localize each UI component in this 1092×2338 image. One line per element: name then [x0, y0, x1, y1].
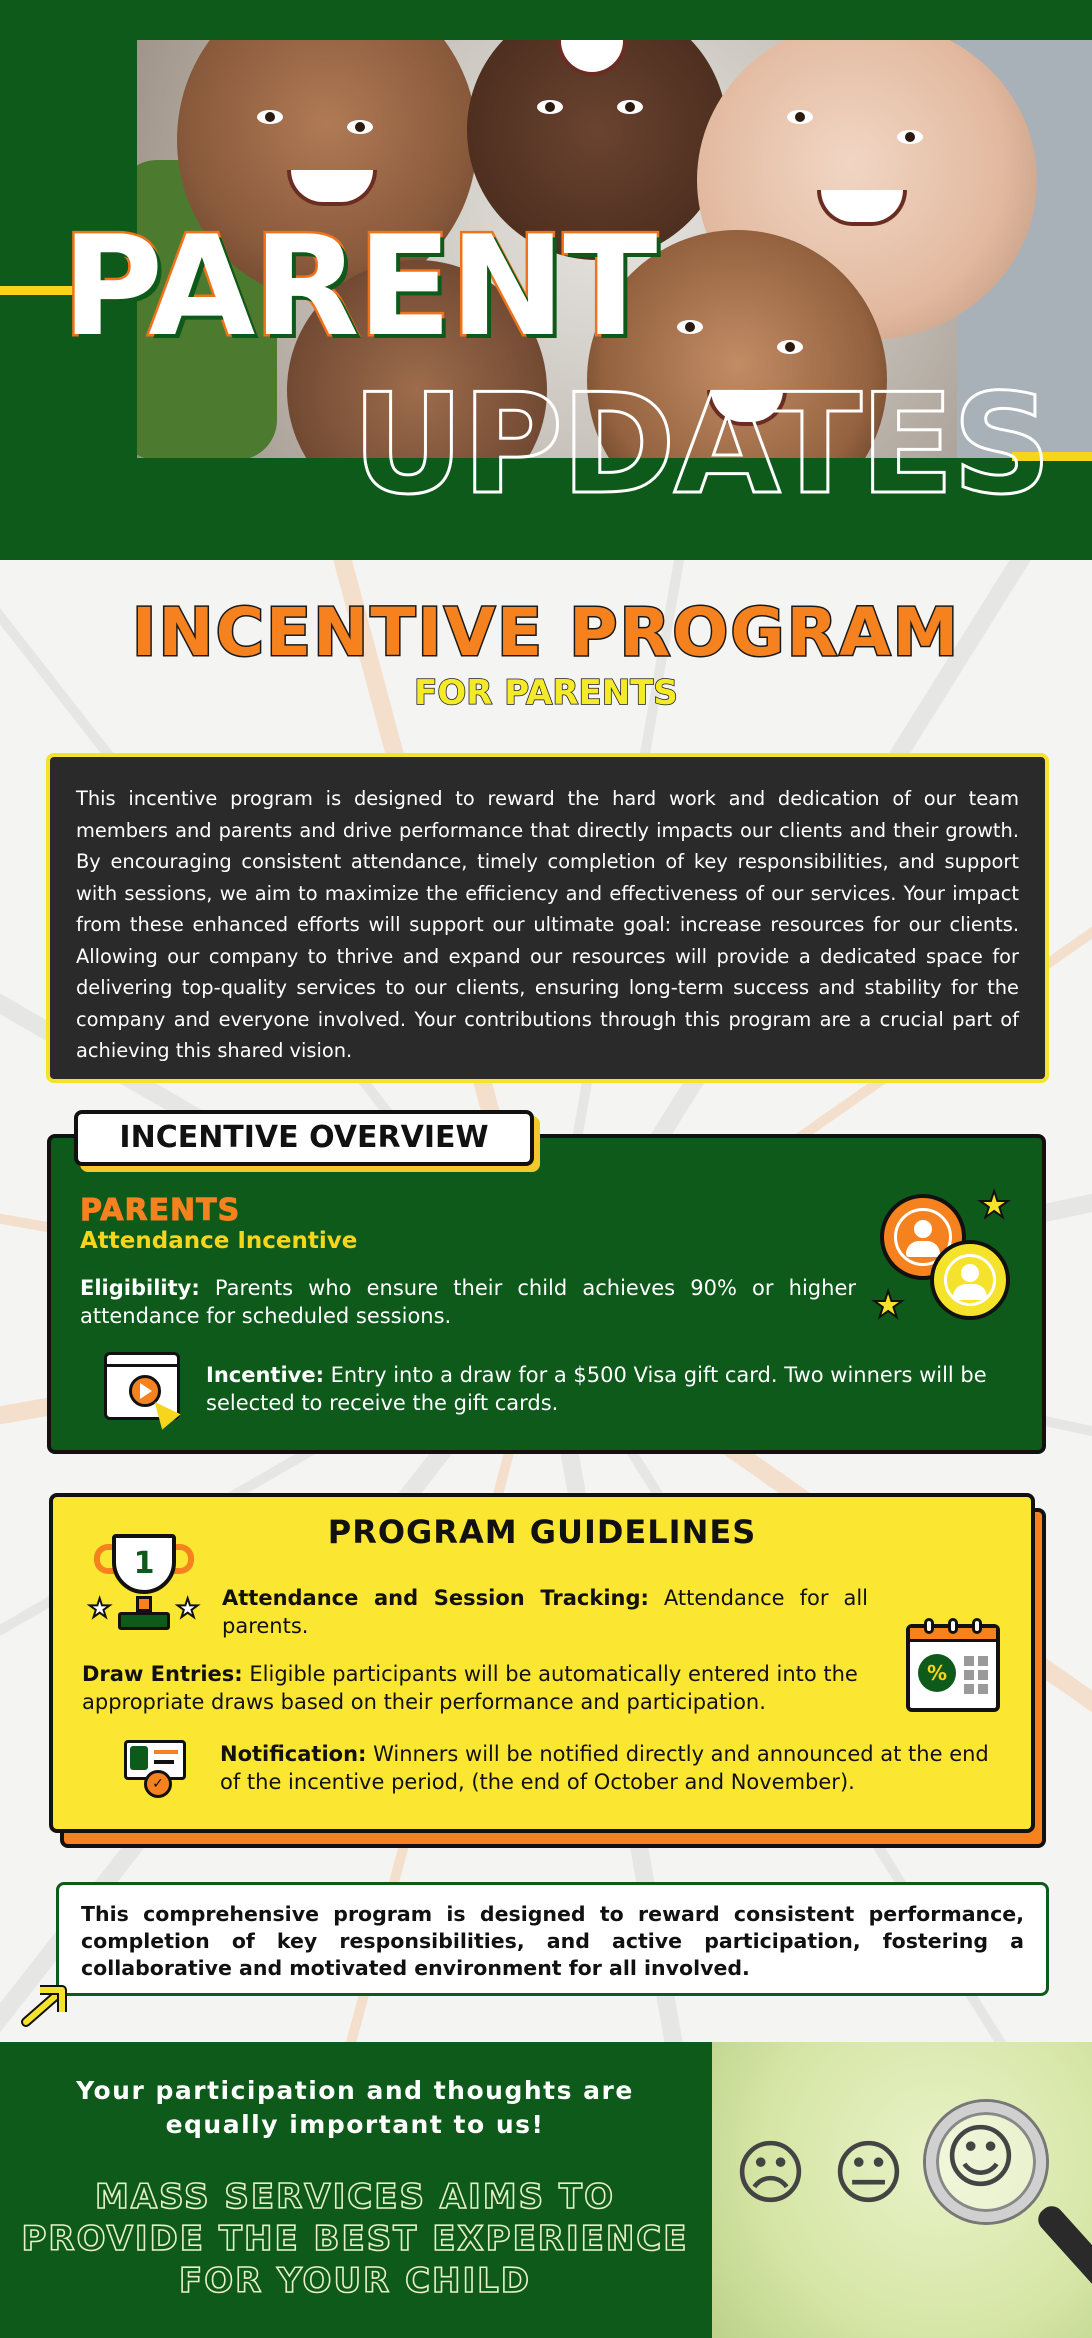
calendar-percent-icon: % [906, 1624, 1000, 1712]
star-icon: ★ [872, 1285, 905, 1326]
summary-box [56, 1882, 1049, 1996]
video-play-icon [104, 1352, 180, 1420]
hero-banner [0, 0, 1092, 560]
program-title: INCENTIVE PROGRAM [131, 594, 961, 671]
arrow-icon [18, 1978, 78, 2028]
feedback-emoji-photo [712, 2042, 1092, 2338]
hero-title-updates: UPDATES [352, 364, 1050, 525]
star-icon: ★ [978, 1185, 1011, 1226]
neutral-face-icon: 😐 [832, 2132, 905, 2214]
notification-guideline: Notification: Winners will be notified directly and announced at the end of the incentive period, (the end of October and November). [220, 1742, 989, 1794]
overview-tab-label: INCENTIVE OVERVIEW [74, 1110, 534, 1166]
footer-mission: MASS SERVICES AIMS TO PROVIDE THE BEST EXPERIENCE FOR YOUR CHILD [21, 2177, 689, 2301]
trophy-icon: 1 ★ ★ [88, 1530, 200, 1640]
tracking-guideline: Attendance and Session Tracking: Attendance for all parents. [222, 1586, 869, 1638]
coin-user-icon [872, 1185, 1022, 1328]
draw-entries-guideline: Draw Entries: Eligible participants will be automatically entered into the appropriate draws based on their performance and participation. [82, 1662, 858, 1714]
footer-message: Your participation and thoughts are equally important to us! [76, 2076, 634, 2139]
happy-face-icon: ☺ [944, 2116, 1017, 2198]
hero-title-parent: PARENT [62, 206, 656, 367]
sad-face-icon: ☹ [734, 2132, 807, 2214]
overview-group: PARENTS [80, 1193, 241, 1228]
program-description: This incentive program is designed to reward the hard work and dedication of our team members and parents and drive performance that directly impacts our clients and their growth. By encouraging consistent attendance, timely completion of key responsibilities, and support with sessions, we aim to maximize the efficiency and effectiveness of our services. Your impact from these enhanced efforts will support our ultimate goal: increase resources for our clients. Allowing our company to thrive and expand our resources will provide a dedicated space for delivering top-quality services to our clients, ensuring long-term success and stability for the company and everyone involved. Your contributions through this program are a crucial part of achieving this shared vision. [76, 787, 1019, 1062]
guidelines-title: PROGRAM GUIDELINES [327, 1513, 757, 1551]
certificate-icon: ✓ [124, 1740, 188, 1800]
overview-incentive-name: Attendance Incentive [80, 1228, 358, 1254]
program-subtitle: FOR PARENTS [414, 673, 678, 713]
program-description-box [46, 753, 1049, 1083]
incentive-text: Incentive: Entry into a draw for a $500 Visa gift card. Two winners will be selected to receive the gift cards. [206, 1363, 987, 1415]
eligibility-text: Eligibility: Parents who ensure their child achieves 90% or higher attendance for scheduled sessions. [80, 1276, 856, 1328]
summary-text: This comprehensive program is designed to reward consistent performance, completion of key responsibilities, and active participation, fostering a collaborative and motivated environment for all involved. [81, 1902, 1024, 1980]
